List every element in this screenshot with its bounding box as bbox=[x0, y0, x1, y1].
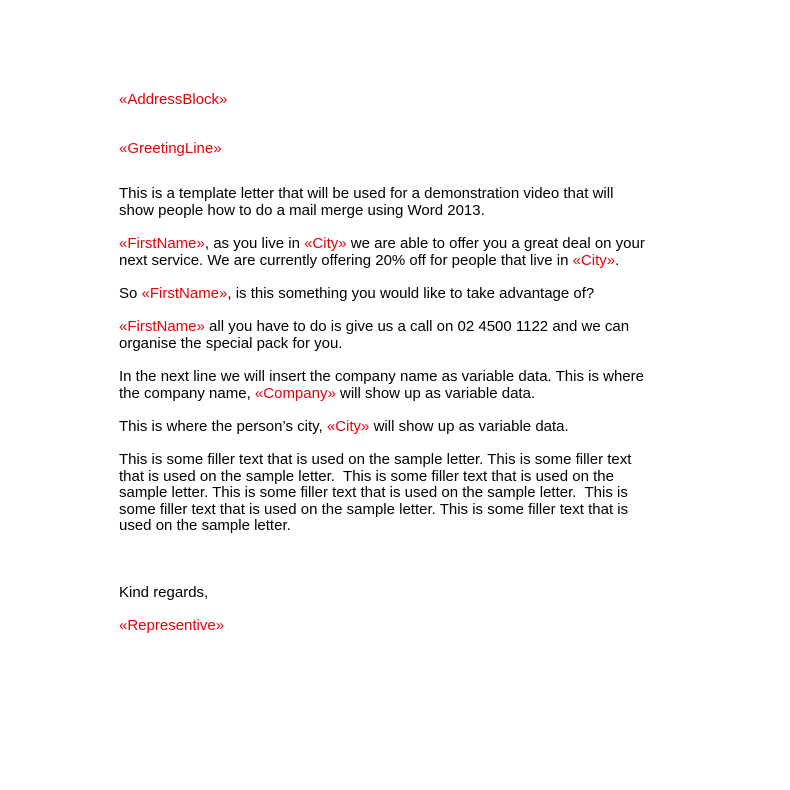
paragraph-line: This is a template letter that will be used for a demonstration video that will bbox=[119, 185, 614, 203]
paragraph-call bbox=[119, 319, 679, 352]
first-name-field: «FirstName» bbox=[119, 235, 205, 253]
paragraph-filler bbox=[119, 452, 679, 534]
first-name-field: «FirstName» bbox=[141, 285, 228, 303]
text-run: . bbox=[615, 251, 620, 269]
text-run: , is this something you would like to take advantage of? bbox=[227, 285, 595, 303]
city-field: «City» bbox=[326, 418, 370, 436]
text-run: we are able to offer you a great deal on your bbox=[346, 235, 645, 253]
paragraph-line: This is some filler text that is used on the sample letter. This is some filler text bbox=[119, 451, 632, 469]
letter-page bbox=[119, 92, 679, 634]
text-run: This is where the person’s city, bbox=[119, 418, 327, 436]
text-run: So bbox=[119, 285, 142, 303]
paragraph-line: sample letter. This is some filler text that is used on the sample letter. This is bbox=[119, 484, 628, 502]
paragraph-line: show people how to do a mail merge using Word 2013. bbox=[119, 201, 485, 219]
closing-text bbox=[119, 585, 679, 601]
city-field: «City» bbox=[304, 235, 347, 253]
first-name-field: «FirstName» bbox=[119, 318, 205, 336]
paragraph-line bbox=[119, 386, 679, 402]
paragraph-question bbox=[119, 286, 679, 302]
text-run: will show up as variable data. bbox=[369, 418, 569, 436]
greeting-line-field: «GreetingLine» bbox=[119, 140, 222, 157]
city-field: «City» bbox=[572, 251, 616, 269]
paragraph-line: In the next line we will insert the company name as variable data. This is where bbox=[119, 368, 644, 386]
text-run: the company name, bbox=[119, 384, 255, 402]
paragraph-line bbox=[119, 253, 679, 269]
paragraph-city bbox=[119, 419, 679, 435]
text-run: next service. We are currently offering 20% off for people that live in bbox=[119, 251, 573, 269]
paragraph-line: organise the special pack for you. bbox=[119, 334, 343, 352]
paragraph-line: some filler text that is used on the sample letter. This is some filler text that is bbox=[119, 500, 629, 518]
address-block-field: «AddressBlock» bbox=[119, 91, 228, 108]
paragraph-line: that is used on the sample letter. This is some filler text that is used on the bbox=[119, 467, 614, 485]
representative-block bbox=[119, 618, 679, 634]
paragraph-line bbox=[119, 286, 679, 302]
paragraph-company bbox=[119, 369, 679, 402]
paragraph-intro bbox=[119, 186, 679, 219]
company-field: «Company» bbox=[254, 384, 336, 402]
paragraph-line: used on the sample letter. bbox=[119, 517, 291, 535]
representative-field: «Representive» bbox=[119, 616, 225, 634]
text-run: , as you live in bbox=[204, 235, 305, 253]
paragraph-line bbox=[119, 419, 679, 435]
paragraph-line bbox=[119, 319, 679, 335]
closing-line: Kind regards, bbox=[119, 583, 209, 601]
paragraph-offer bbox=[119, 236, 679, 269]
text-run: all you have to do is give us a call on 02 4500 1122 and we can bbox=[204, 318, 630, 336]
paragraph-line bbox=[119, 236, 679, 252]
text-run: will show up as variable data. bbox=[335, 384, 536, 402]
